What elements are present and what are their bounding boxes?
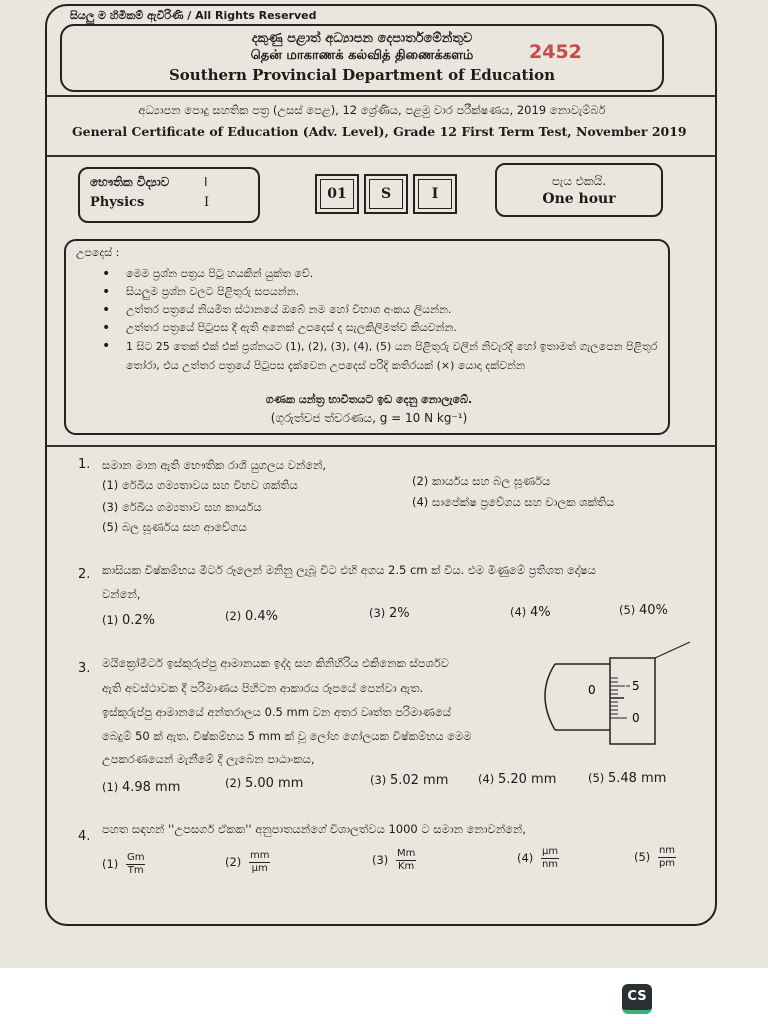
- q4-option-3: (3) $\frac{Mm}{Km}$: [372, 848, 416, 872]
- q2-text-line1: කාසියක විෂ්කම්භය මීටර් රූලෙන් මනිනු ලැබූ විට එහි අගය 2.5 cm ක් විය. එම මිණුමේ ප්‍රතිශත දෝෂය: [102, 563, 596, 577]
- divider-middle: [46, 155, 716, 157]
- q3-option-1: (1) 4.98 mm: [102, 780, 181, 795]
- q3-text-line3: ඉස්කුරුප්පු ආමානයේ අන්තරාලය 0.5 mm වන අතර වෘත්ත පරිමාණයේ: [102, 705, 452, 719]
- subject-sinhala: [90, 175, 208, 190]
- q4-option-5: (5) $\frac{nm}{pm}$: [634, 845, 676, 869]
- q1-option-1: (1) රේඛීය ගම්‍යතාවය සහ විභව ශක්තිය: [102, 478, 298, 492]
- q1-option-4: (4) සාපේක්ෂ ප්‍රවේගය සහ චාලක ශක්තිය: [412, 495, 615, 509]
- micrometer-edge-top: [655, 642, 690, 658]
- instruction-item: • මෙම ප්‍රශ්න පත්‍රය පිටු හයකින් යුක්ත වේ.: [102, 265, 658, 283]
- divider-questions: [46, 445, 716, 447]
- micrometer-thimble: [610, 658, 655, 744]
- q1-option-2: (2) කාර්යය සහ බල ඝූර්ණය: [412, 474, 551, 488]
- camscanner-logo: CS: [622, 984, 652, 1014]
- calculator-note: ගණක යන්ත්‍ර භාවිතයට ඉඩ දෙනු නොලැබේ.: [265, 393, 473, 406]
- gravity-note: (ගුරුත්වජ ත්වරණය, g = 10 N kg⁻¹): [270, 411, 468, 425]
- q2-number: 2.: [78, 567, 91, 582]
- department-name-english: Southern Provincial Department of Education: [168, 66, 556, 84]
- subject-number-sinhala: I: [204, 175, 208, 189]
- sleeve-zero-label: 0: [588, 683, 596, 697]
- q4-option-4: (4) $\frac{\mu m}{nm}$: [517, 846, 559, 870]
- divider-top: [46, 95, 716, 97]
- instructions-box: [64, 239, 670, 435]
- q3-option-2: (2) 5.00 mm: [225, 776, 304, 791]
- duration-english: One hour: [542, 191, 616, 207]
- thimble-zero-label: 0: [632, 711, 640, 725]
- paper-code-number: 2452: [529, 41, 582, 63]
- subject-code-2: S: [369, 179, 403, 209]
- q2-text-line2: වන්නේ,: [102, 587, 141, 601]
- instruction-item: • 1 සිට 25 තෙක් එක් එක් ප්‍රශ්නයට (1), (2), (3), (4), (5) යන පිළිතුරු වලින් නිවැරදි හෝ ඉතාමත් ගැලපෙන පිළිතුර තෝරා, එය උත්තර පත්‍රයේ පිටුපස දැක්වෙන උපදෙස් පරිදි කතිරයක් (×) යොදා දක්වන්න: [102, 337, 658, 375]
- instruction-item: • උත්තර පත්‍රයේ පිටුපස දී ඇති අනෙක් උපදෙස් ද සැලකිලිමත්ව කියවන්න.: [102, 319, 658, 337]
- instructions-list: [102, 265, 658, 375]
- subject-box: [78, 167, 260, 223]
- q1-number: 1.: [78, 457, 91, 472]
- subject-code-box: [413, 174, 457, 214]
- q1-option-5: (5) බල ඝූර්ණය සහ ආවේගය: [102, 520, 247, 534]
- subject-name-english: Physics: [90, 195, 145, 210]
- subject-code-box: [315, 174, 359, 214]
- subject-name-sinhala: භෞතික විද්‍යාව: [90, 175, 170, 189]
- q4-option-2: (2) $\frac{mm}{\mu m}$: [225, 850, 270, 874]
- micrometer-diagram: [530, 640, 705, 750]
- instruction-item: • සියලුම ප්‍රශ්න වලට පිළිතුරු සපයන්න.: [102, 283, 658, 301]
- q3-option-5: (5) 5.48 mm: [588, 771, 667, 786]
- q3-number: 3.: [78, 661, 91, 676]
- exam-title-english: General Certificate of Education (Adv. Level), Grade 12 First Term Test, November 2019: [72, 124, 687, 139]
- duration-sinhala: පැය එකයි.: [551, 174, 607, 188]
- q2-option-4: (4) 4%: [510, 605, 551, 620]
- q2-option-5: (5) 40%: [619, 603, 668, 618]
- duration-box: [495, 163, 663, 217]
- q4-text: පහත සඳහන් ''උපසර්ග ඒකක'' අනුපාතයන්ගේ විශාලත්වය 1000 ට සමාන නොවන්නේ,: [102, 822, 526, 836]
- thimble-five-label: 5: [632, 679, 640, 693]
- q2-option-2: (2) 0.4%: [225, 609, 278, 624]
- q1-text: සමාන මාන ඇති භෞතික රාශි යුගලය වන්නේ,: [102, 458, 327, 472]
- copyright-notice: සියලු ම හිමිකම් ඇවිරිණි / All Rights Reserved: [70, 9, 317, 22]
- department-name-tamil: தென் மாகாணக் கல்வித் திணைக்களம்: [250, 48, 474, 63]
- q1-option-3: (3) රේඛීය ගම්‍යතාව සහ කාර්යය: [102, 500, 262, 514]
- q3-text-line1: මයික්‍රෝමීටර් ඉස්කුරුප්පු ආමානයක ඉද්ද සහ කිනිහිරිය එකිනෙක ස්පර්ශව: [102, 656, 449, 670]
- q4-number: 4.: [78, 829, 91, 844]
- q4-option-1: (1) $\frac{Gm}{Tm}$: [102, 852, 145, 876]
- q3-option-3: (3) 5.02 mm: [370, 773, 449, 788]
- department-name-sinhala: දකුණු පළාත් අධ්‍යාපන දෙපාර්තමේන්තුව: [251, 31, 473, 46]
- q3-text-line4: බෙදුම් 50 ක් ඇත. විෂ්කම්භය 5 mm ක් වූ ලෝහ ගෝලයක විෂ්කම්භය මෙම: [102, 729, 472, 743]
- subject-code-3: I: [418, 179, 452, 209]
- micrometer-anvil-curve: [545, 664, 555, 730]
- instructions-heading: උපදෙස් :: [76, 246, 120, 259]
- subject-code-box: [364, 174, 408, 214]
- subject-english: [90, 195, 210, 210]
- subject-number-english: I: [204, 195, 210, 210]
- q3-option-4: (4) 5.20 mm: [478, 772, 557, 787]
- instruction-item: • උත්තර පත්‍රයේ නියමිත ස්ථානයේ ඔබේ නම හෝ විභාග අංකය ලියන්න.: [102, 301, 658, 319]
- q2-option-3: (3) 2%: [369, 606, 410, 621]
- q3-text-line2: ඇති අවස්ථාවක දී පරිමාණය පිහිටන ආකාරය රූපයේ පෙන්වා ඇත.: [102, 681, 424, 695]
- subject-code-1: 01: [320, 179, 354, 209]
- q2-option-1: (1) 0.2%: [102, 613, 155, 628]
- q3-text-line5: උපකරණයෙන් මැනීමේ දී ලැබෙන පාඨාංකය,: [102, 752, 315, 766]
- exam-title-sinhala: අධ්‍යාපන පොදු සහතික පත්‍ර (උසස් පෙළ), 12 ශ්‍රේණිය, පළමු වාර පරීක්ෂණය, 2019 නොවැම්බර්: [138, 103, 606, 117]
